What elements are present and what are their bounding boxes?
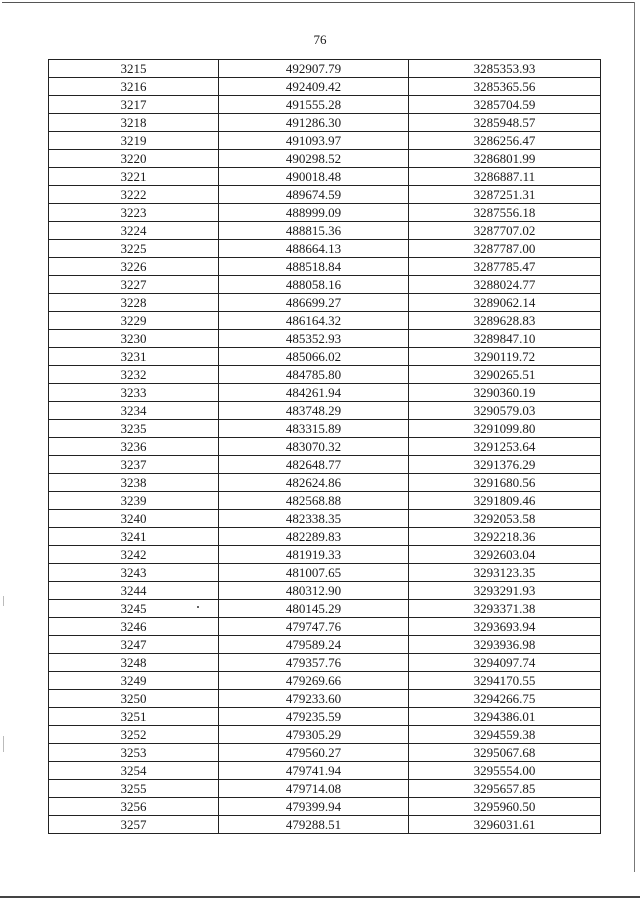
y-coordinate-cell: 3291376.29: [409, 456, 601, 474]
table-row: [49, 384, 601, 402]
point-number-cell: 3217: [49, 96, 219, 114]
y-coordinate-cell: 3288024.77: [409, 276, 601, 294]
x-coordinate-cell: 482648.77: [219, 456, 409, 474]
y-coordinate-cell: 3286887.11: [409, 168, 601, 186]
point-number-cell: 3245: [49, 600, 219, 618]
table-row: [49, 564, 601, 582]
point-number-cell: 3216: [49, 78, 219, 96]
y-coordinate-cell: 3286256.47: [409, 132, 601, 150]
table-row: [49, 240, 601, 258]
y-coordinate-cell: 3285365.56: [409, 78, 601, 96]
x-coordinate-cell: 485066.02: [219, 348, 409, 366]
table-row: [49, 114, 601, 132]
page-border-top: [2, 2, 634, 3]
x-coordinate-cell: 481007.65: [219, 564, 409, 582]
point-number-cell: 3233: [49, 384, 219, 402]
scan-mark: [3, 596, 4, 606]
x-coordinate-cell: 479399.94: [219, 798, 409, 816]
x-coordinate-cell: 479714.08: [219, 780, 409, 798]
point-number-cell: 3232: [49, 366, 219, 384]
page-border-right: [634, 2, 635, 872]
y-coordinate-cell: 3294170.55: [409, 672, 601, 690]
x-coordinate-cell: 480145.29: [219, 600, 409, 618]
point-number-cell: 3244: [49, 582, 219, 600]
x-coordinate-cell: 491093.97: [219, 132, 409, 150]
x-coordinate-cell: 482289.83: [219, 528, 409, 546]
y-coordinate-cell: 3285353.93: [409, 60, 601, 78]
point-number-cell: 3229: [49, 312, 219, 330]
table-row: [49, 348, 601, 366]
table-row: [49, 780, 601, 798]
table-row: [49, 744, 601, 762]
y-coordinate-cell: 3292603.04: [409, 546, 601, 564]
y-coordinate-cell: 3292053.58: [409, 510, 601, 528]
table-row: [49, 816, 601, 834]
x-coordinate-cell: 479560.27: [219, 744, 409, 762]
x-coordinate-cell: 482338.35: [219, 510, 409, 528]
table-row: [49, 510, 601, 528]
point-number-cell: 3230: [49, 330, 219, 348]
table-row: [49, 132, 601, 150]
point-number-cell: 3227: [49, 276, 219, 294]
x-coordinate-cell: 492409.42: [219, 78, 409, 96]
point-number-cell: 3235: [49, 420, 219, 438]
table-row: [49, 456, 601, 474]
point-number-cell: 3220: [49, 150, 219, 168]
point-number-cell: 3241: [49, 528, 219, 546]
x-coordinate-cell: 492907.79: [219, 60, 409, 78]
table-row: [49, 96, 601, 114]
y-coordinate-cell: 3293693.94: [409, 618, 601, 636]
table-row: [49, 330, 601, 348]
x-coordinate-cell: 483748.29: [219, 402, 409, 420]
point-number-cell: 3248: [49, 654, 219, 672]
point-number-cell: 3228: [49, 294, 219, 312]
table-row: [49, 294, 601, 312]
x-coordinate-cell: 489674.59: [219, 186, 409, 204]
x-coordinate-cell: 491555.28: [219, 96, 409, 114]
point-number-cell: 3251: [49, 708, 219, 726]
y-coordinate-cell: 3287785.47: [409, 258, 601, 276]
y-coordinate-cell: 3294559.38: [409, 726, 601, 744]
point-number-cell: 3257: [49, 816, 219, 834]
point-number-cell: 3253: [49, 744, 219, 762]
table-row: [49, 582, 601, 600]
y-coordinate-cell: 3295960.50: [409, 798, 601, 816]
table-row: [49, 402, 601, 420]
table-row: [49, 708, 601, 726]
table-row: [49, 60, 601, 78]
y-coordinate-cell: 3287707.02: [409, 222, 601, 240]
x-coordinate-cell: 479305.29: [219, 726, 409, 744]
point-number-cell: 3237: [49, 456, 219, 474]
point-number-cell: 3231: [49, 348, 219, 366]
x-coordinate-cell: 479357.76: [219, 654, 409, 672]
point-number-cell: 3256: [49, 798, 219, 816]
table-row: [49, 186, 601, 204]
y-coordinate-cell: 3285704.59: [409, 96, 601, 114]
y-coordinate-cell: 3293123.35: [409, 564, 601, 582]
y-coordinate-cell: 3290579.03: [409, 402, 601, 420]
x-coordinate-cell: 481919.33: [219, 546, 409, 564]
y-coordinate-cell: 3289847.10: [409, 330, 601, 348]
point-number-cell: 3255: [49, 780, 219, 798]
table-row: [49, 78, 601, 96]
coordinates-table-body: [49, 60, 601, 834]
point-number-cell: 3249: [49, 672, 219, 690]
y-coordinate-cell: 3293936.98: [409, 636, 601, 654]
point-number-cell: 3239: [49, 492, 219, 510]
point-number-cell: 3219: [49, 132, 219, 150]
x-coordinate-cell: 479235.59: [219, 708, 409, 726]
x-coordinate-cell: 486699.27: [219, 294, 409, 312]
x-coordinate-cell: 486164.32: [219, 312, 409, 330]
table-row: [49, 618, 601, 636]
y-coordinate-cell: 3295657.85: [409, 780, 601, 798]
table-row: [49, 600, 601, 618]
x-coordinate-cell: 479288.51: [219, 816, 409, 834]
point-number-cell: 3226: [49, 258, 219, 276]
point-number-cell: 3222: [49, 186, 219, 204]
x-coordinate-cell: 482624.86: [219, 474, 409, 492]
coordinates-table: [48, 59, 601, 834]
table-row: [49, 690, 601, 708]
x-coordinate-cell: 479589.24: [219, 636, 409, 654]
point-number-cell: 3252: [49, 726, 219, 744]
y-coordinate-cell: 3290360.19: [409, 384, 601, 402]
page-border-bottom: [0, 896, 640, 898]
x-coordinate-cell: 479747.76: [219, 618, 409, 636]
y-coordinate-cell: 3294386.01: [409, 708, 601, 726]
y-coordinate-cell: 3289062.14: [409, 294, 601, 312]
x-coordinate-cell: 490018.48: [219, 168, 409, 186]
x-coordinate-cell: 488518.84: [219, 258, 409, 276]
point-number-cell: 3223: [49, 204, 219, 222]
point-number-cell: 3234: [49, 402, 219, 420]
table-row: [49, 726, 601, 744]
point-number-cell: 3218: [49, 114, 219, 132]
y-coordinate-cell: 3291253.64: [409, 438, 601, 456]
point-number-cell: 3238: [49, 474, 219, 492]
table-row: [49, 762, 601, 780]
y-coordinate-cell: 3295067.68: [409, 744, 601, 762]
table-row: [49, 672, 601, 690]
x-coordinate-cell: 491286.30: [219, 114, 409, 132]
y-coordinate-cell: 3287556.18: [409, 204, 601, 222]
x-coordinate-cell: 479269.66: [219, 672, 409, 690]
point-number-cell: 3243: [49, 564, 219, 582]
x-coordinate-cell: 490298.52: [219, 150, 409, 168]
x-coordinate-cell: 479741.94: [219, 762, 409, 780]
table-row: [49, 366, 601, 384]
point-number-cell: 3250: [49, 690, 219, 708]
x-coordinate-cell: 488664.13: [219, 240, 409, 258]
point-number-cell: 3246: [49, 618, 219, 636]
scan-mark: [3, 736, 4, 752]
point-number-cell: 3242: [49, 546, 219, 564]
y-coordinate-cell: 3291680.56: [409, 474, 601, 492]
table-row: [49, 636, 601, 654]
point-number-cell: 3221: [49, 168, 219, 186]
point-number-cell: 3215: [49, 60, 219, 78]
point-number-cell: 3225: [49, 240, 219, 258]
y-coordinate-cell: 3291099.80: [409, 420, 601, 438]
x-coordinate-cell: 485352.93: [219, 330, 409, 348]
page-number: 76: [313, 32, 327, 47]
point-number-cell: 3236: [49, 438, 219, 456]
table-row: [49, 420, 601, 438]
y-coordinate-cell: 3291809.46: [409, 492, 601, 510]
x-coordinate-cell: 483070.32: [219, 438, 409, 456]
y-coordinate-cell: 3285948.57: [409, 114, 601, 132]
point-number-cell: 3247: [49, 636, 219, 654]
point-number-cell: 3240: [49, 510, 219, 528]
table-row: [49, 492, 601, 510]
y-coordinate-cell: 3287251.31: [409, 186, 601, 204]
x-coordinate-cell: 484785.80: [219, 366, 409, 384]
table-row: [49, 168, 601, 186]
y-coordinate-cell: 3289628.83: [409, 312, 601, 330]
x-coordinate-cell: 484261.94: [219, 384, 409, 402]
table-row: [49, 222, 601, 240]
y-coordinate-cell: 3290119.72: [409, 348, 601, 366]
x-coordinate-cell: 483315.89: [219, 420, 409, 438]
point-number-cell: 3254: [49, 762, 219, 780]
y-coordinate-cell: 3294266.75: [409, 690, 601, 708]
x-coordinate-cell: 488999.09: [219, 204, 409, 222]
x-coordinate-cell: 482568.88: [219, 492, 409, 510]
table-row: [49, 276, 601, 294]
table-row: [49, 546, 601, 564]
y-coordinate-cell: 3295554.00: [409, 762, 601, 780]
table-row: [49, 150, 601, 168]
table-row: [49, 654, 601, 672]
y-coordinate-cell: 3287787.00: [409, 240, 601, 258]
x-coordinate-cell: 480312.90: [219, 582, 409, 600]
point-number-cell: 3224: [49, 222, 219, 240]
y-coordinate-cell: 3294097.74: [409, 654, 601, 672]
table-row: [49, 528, 601, 546]
table-row: [49, 438, 601, 456]
table-row: [49, 258, 601, 276]
y-coordinate-cell: 3296031.61: [409, 816, 601, 834]
table-row: [49, 474, 601, 492]
y-coordinate-cell: 3293371.38: [409, 600, 601, 618]
table-row: [49, 204, 601, 222]
x-coordinate-cell: 488815.36: [219, 222, 409, 240]
y-coordinate-cell: 3290265.51: [409, 366, 601, 384]
y-coordinate-cell: 3293291.93: [409, 582, 601, 600]
table-row: [49, 312, 601, 330]
y-coordinate-cell: 3292218.36: [409, 528, 601, 546]
y-coordinate-cell: 3286801.99: [409, 150, 601, 168]
table-row: [49, 798, 601, 816]
x-coordinate-cell: 488058.16: [219, 276, 409, 294]
x-coordinate-cell: 479233.60: [219, 690, 409, 708]
